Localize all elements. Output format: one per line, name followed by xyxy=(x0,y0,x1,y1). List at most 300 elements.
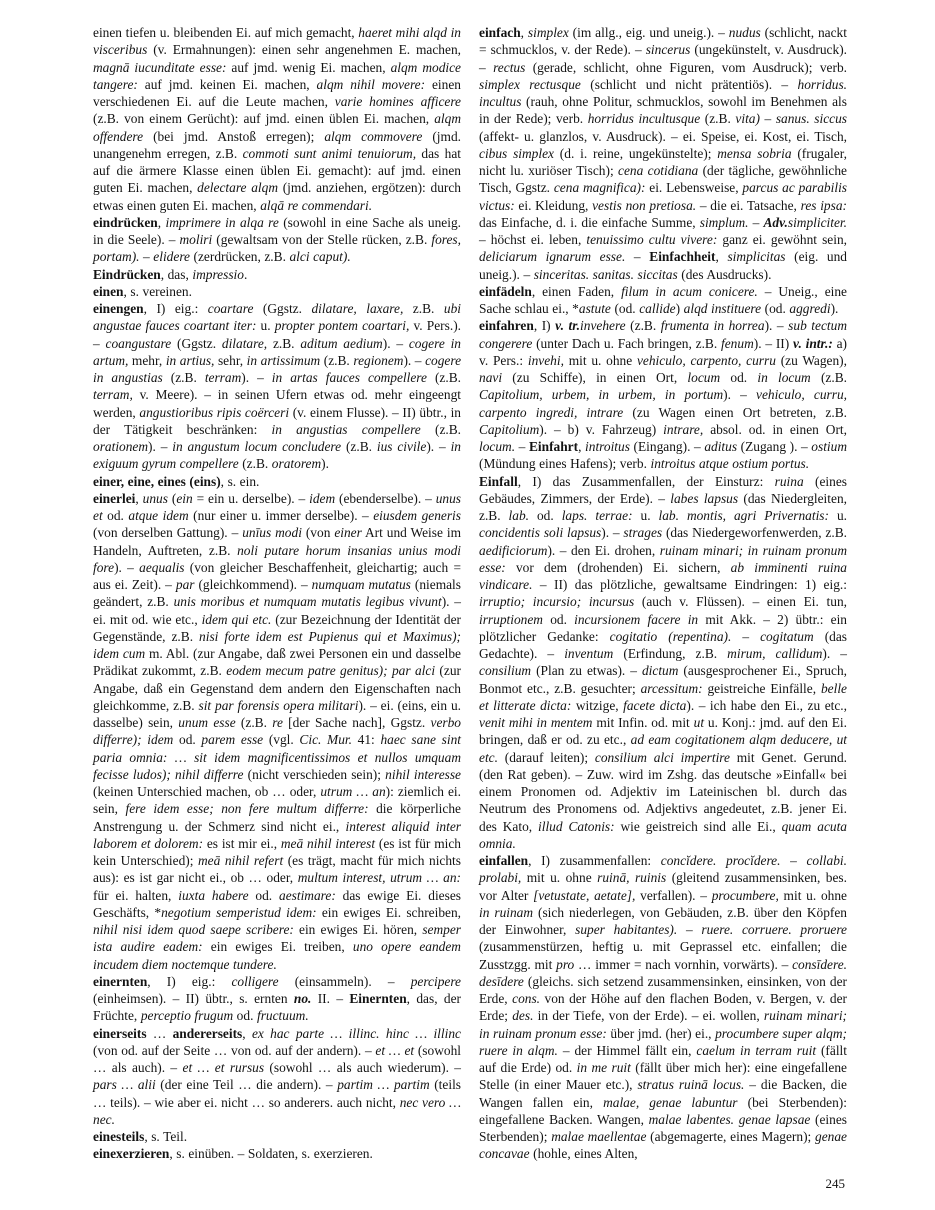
text-run: regionem xyxy=(353,352,404,368)
text-run: – höchst ei. leben, xyxy=(479,232,587,247)
text-run: , das, xyxy=(160,266,193,282)
text-run: – xyxy=(677,922,702,937)
text-run: angustioribus ripis coërceri xyxy=(139,404,290,420)
text-run: vehiculo, carpento, curru xyxy=(636,352,776,368)
text-run: (der tägliche, gewöhnliche Tisch, Ggstz. xyxy=(479,163,847,196)
text-run: (keinen Unterschied machen, ob … oder, xyxy=(93,784,321,799)
text-run: idem xyxy=(309,490,336,506)
text-run: (Zugang ). – xyxy=(737,439,812,454)
text-run: ). – II) xyxy=(753,335,794,351)
text-run: stratus ruinā locus. xyxy=(637,1077,745,1093)
text-run: (Ggstz. xyxy=(253,301,312,316)
text-run: (teils … teils). – wie aber ei. nicht … so anderers. auch nicht, xyxy=(93,1077,461,1110)
text-run: – xyxy=(748,214,764,230)
text-run: frumenta in horrea xyxy=(660,318,765,334)
text-run: re xyxy=(272,715,283,730)
text-run: (zur Bezeichnung der Identität der Gegenstände, z.B. xyxy=(93,611,461,644)
text-run: in locum xyxy=(757,370,811,385)
text-run: illud Catonis: xyxy=(538,818,615,834)
text-run: super habitantes). xyxy=(575,922,678,937)
text-run: (z.B. xyxy=(162,370,205,385)
text-run: od. xyxy=(248,887,279,903)
text-run: sincerus xyxy=(645,42,691,58)
headword: einerlei xyxy=(93,490,136,506)
text-run: locum xyxy=(687,370,721,385)
text-run: filum in acum conicere. xyxy=(621,283,758,299)
text-run: (z.B. xyxy=(426,370,461,385)
text-run: v. Pers.). – xyxy=(93,318,462,351)
text-run: ein xyxy=(176,490,193,506)
text-run: genae concavae xyxy=(479,1129,847,1162)
text-run: (der eine Teil … die andern). – xyxy=(155,1077,338,1093)
text-run: mehr, xyxy=(128,352,166,368)
headword: Einfall xyxy=(479,473,518,489)
text-run: iuxta habere xyxy=(178,887,249,903)
text-run: (z.B. xyxy=(420,421,462,437)
text-run: cogere in artum, xyxy=(93,335,461,368)
text-run: in exiguum gyrum compellere xyxy=(93,439,461,472)
text-run: des. xyxy=(512,1008,534,1024)
text-run: m. Abl. (zur Angabe, daß zwei Personen ein und dasselbe Prädikat zukommt, z.B. xyxy=(93,646,461,679)
text-run: fenum xyxy=(721,335,754,351)
text-run: – II) das plötzliche, gewaltsame Eindringen: 1) eig.: xyxy=(532,577,847,592)
text-run: über jmd. (her) ei., xyxy=(606,1025,716,1041)
text-run: percipere xyxy=(410,973,461,989)
headword: andererseits xyxy=(172,1025,243,1041)
text-run: consilium xyxy=(479,663,532,679)
text-run: , xyxy=(157,214,166,230)
text-run: irruptio; incursio; incursus xyxy=(479,594,635,610)
text-run: meā nihil interest xyxy=(280,835,376,851)
text-run: procumbere, xyxy=(711,887,779,903)
text-run: einer xyxy=(334,525,362,541)
text-run: ). – ich habe den Ei., zu etc., xyxy=(686,697,848,713)
text-run: od. xyxy=(529,508,562,523)
text-run: fere idem esse; non fere multum differre: xyxy=(125,801,369,817)
text-run: facete dicta xyxy=(623,697,687,713)
text-run: ): ziemlich ei. sein, xyxy=(93,784,461,817)
text-run: ab imminenti ruina vindicare. xyxy=(479,559,848,592)
text-run: ). – xyxy=(723,387,756,403)
text-run: mit u. ohne xyxy=(778,887,848,903)
text-run: horridus incultusque xyxy=(587,111,701,127)
text-run: astute xyxy=(578,301,611,316)
text-run: sanus. siccus xyxy=(775,111,847,127)
text-run: caelum in terram ruit xyxy=(696,1042,817,1058)
text-run: ruere. corruere. proruere xyxy=(701,922,847,937)
text-run: (z.B. xyxy=(238,456,272,472)
dictionary-entry xyxy=(93,214,461,266)
text-run: aditum aedium xyxy=(300,335,383,351)
text-run: verbo differre); xyxy=(93,715,461,748)
text-run: ein ewiges Ei. treiben, xyxy=(202,939,353,955)
text-run: oratorem xyxy=(271,456,322,472)
text-run: simplex rectusque xyxy=(479,76,581,92)
text-run: ut xyxy=(693,715,705,730)
text-run: ). – xyxy=(403,352,426,368)
text-run: (des Ausdrucks). xyxy=(677,266,772,282)
text-run: u. xyxy=(632,508,659,523)
text-run: [der Sache nach], Ggstz. xyxy=(282,715,431,730)
text-run: atque idem xyxy=(128,508,189,523)
text-run: cons. xyxy=(512,991,541,1006)
text-run: – der Himmel fällt ein, xyxy=(557,1042,697,1058)
text-run: ). – ei. mit od. wie etc., xyxy=(93,594,461,627)
text-run: – xyxy=(780,853,807,868)
text-run: ei. Kleidung, xyxy=(514,197,593,213)
text-run: eiusdem generis xyxy=(373,508,461,523)
text-run: für ei. halten, xyxy=(93,887,179,903)
text-run: aedificiorum xyxy=(479,542,548,558)
text-run: , das, der Früchte, xyxy=(93,991,461,1024)
text-run: einen verschiedenen Ei. auf die Leute machen, xyxy=(93,76,461,109)
text-run: malae labentes. genae lapsae xyxy=(648,1111,811,1127)
text-run: z.B. xyxy=(267,335,301,351)
text-run: intrare, xyxy=(663,421,704,437)
text-run: simplum. xyxy=(699,214,749,230)
headword: Einfachheit xyxy=(649,249,716,265)
text-run: (nur einer u. immer derselbe). – xyxy=(188,508,374,523)
text-run: (z.B. xyxy=(341,439,377,454)
text-run: das Einfache, d. i. die einfache Summe, xyxy=(479,214,700,230)
text-run: , xyxy=(135,490,143,506)
text-run: Adv. xyxy=(763,214,788,230)
text-run: aditus xyxy=(704,439,738,454)
text-run: cogitatio (repentina). xyxy=(609,628,732,644)
text-run: , I) xyxy=(533,318,556,334)
text-run: nec vero … nec. xyxy=(93,1094,461,1127)
text-run: procumbere super alqm; ruere in alqm. xyxy=(479,1025,847,1058)
text-run: ( xyxy=(167,490,177,506)
text-run: (v. einem Flusse). – II) übtr., in der Tätigkeit beschränken: xyxy=(93,404,461,437)
text-run: parem esse xyxy=(201,732,264,748)
text-run: sinceritas. sanitas. siccitas xyxy=(533,266,678,282)
text-run: die körperliche Anstrengung u. der Schmerz sind nicht ei., xyxy=(93,801,461,834)
text-run: alqm offendere xyxy=(93,111,461,144)
text-run: witzige, xyxy=(571,697,624,713)
text-run: et … et rursus xyxy=(182,1060,265,1075)
text-run: in artius, xyxy=(165,352,215,368)
text-run: par alci xyxy=(391,663,436,679)
text-run: labes lapsus xyxy=(670,490,739,506)
text-run: (von od. auf der Seite … von od. auf der andern). – xyxy=(93,1042,376,1058)
text-run: od. xyxy=(173,732,202,748)
text-run: , I) eig.: xyxy=(147,973,232,989)
text-run: (vgl. xyxy=(263,732,300,748)
text-run: unus xyxy=(142,490,168,506)
text-run: colligere xyxy=(231,973,279,989)
text-run: Capitolium, urbem, in urbem, in portum xyxy=(479,387,724,403)
text-run: idem qui etc. xyxy=(201,611,272,627)
headword: Einfahrt xyxy=(528,439,579,454)
text-run: rectus xyxy=(493,59,526,75)
text-run: vestis non pretiosa. xyxy=(592,197,697,213)
text-run: (unter Dach u. Fach bringen, z.B. xyxy=(532,335,722,351)
text-run: quam acuta omnia. xyxy=(479,818,847,851)
text-run: Capitolium xyxy=(479,421,540,437)
dictionary-entry xyxy=(93,266,461,283)
text-run: u. xyxy=(256,318,275,334)
headword: einfach xyxy=(479,25,521,40)
text-run: fructuum. xyxy=(256,1008,309,1024)
text-run: (einheimsen). – II) übtr., s. ernten xyxy=(93,991,294,1006)
text-run: od. xyxy=(542,611,575,627)
text-run: in ruinam xyxy=(479,904,534,920)
text-run: (z.B. xyxy=(810,370,847,385)
text-run: , I) eig.: xyxy=(143,301,208,316)
text-run: nihil differre xyxy=(175,766,244,782)
headword: Eindrücken xyxy=(93,266,161,282)
text-run: (zu Wagen einen Ort betreten, z.B. xyxy=(623,404,847,420)
text-run: idem xyxy=(147,732,174,748)
text-run: [vetustate, aetate], xyxy=(533,887,636,903)
text-run: (Eingang). – xyxy=(629,439,705,454)
page-number: 245 xyxy=(825,1176,845,1191)
text-run: nihil interesse xyxy=(385,766,462,782)
text-run: dilatare, laxare, xyxy=(311,301,404,316)
text-run: (zur Angabe, daß ein Gegenstand dem andern den Eigenschaften nach gleichkomme, z.B. xyxy=(93,663,461,713)
left-column xyxy=(93,24,461,1163)
text-run: unis moribus et numquam mutatis legibus vivunt xyxy=(173,594,442,610)
dictionary-entry xyxy=(93,1128,461,1145)
dictionary-entry xyxy=(479,852,847,1163)
text-run: (od. xyxy=(761,301,790,316)
headword: einernten xyxy=(93,973,148,989)
text-run: verfallen). – xyxy=(635,887,712,903)
text-run: uno opere eandem incudem diem noctemque tundere. xyxy=(93,939,461,972)
text-run: mit u. ohne xyxy=(563,352,637,368)
text-run: (z.B. xyxy=(320,352,354,368)
text-run: ruinam minari; in ruinam pronum esse: xyxy=(479,1008,847,1041)
text-run: lab. xyxy=(508,508,530,523)
text-run: cena cotidiana xyxy=(618,163,699,178)
text-run: 41: xyxy=(351,732,381,748)
text-run: von der Höhe auf den flachen Boden, v. Bergen, v. der Erde; xyxy=(479,991,847,1024)
text-run: (sowohl … als auch). – xyxy=(93,1042,461,1075)
text-run: negotium semperistud idem: xyxy=(161,904,317,920)
text-run: vehiculo, curru, carpento ingredi, intrare xyxy=(479,387,847,420)
text-run: imprimere in alqa re xyxy=(165,214,279,230)
text-run: (fällt über mich her): eine eingefallene Stelle (in einer Mauer etc.), xyxy=(479,1060,847,1093)
headword: einerseits xyxy=(93,1025,147,1041)
text-run: ein ewiges Ei. schreiben, xyxy=(316,904,462,920)
text-run: aequalis xyxy=(139,559,185,575)
text-run: concidentis soli lapsus xyxy=(479,525,602,541)
text-run: ex hac parte … illinc. hinc … illinc xyxy=(251,1025,461,1041)
text-run: auf jmd. keinen Ei. machen, xyxy=(137,76,317,92)
text-run: (eines Gebäudes, Zimmers, der Erde). – xyxy=(479,473,847,506)
text-run: unīus modi xyxy=(242,525,302,541)
dictionary-entry xyxy=(479,283,847,318)
text-run: mit Infin. od. mit xyxy=(592,715,694,730)
text-run: pro xyxy=(556,956,575,972)
dictionary-entry xyxy=(93,283,461,300)
text-run: a) v. Pers.: xyxy=(479,335,847,368)
text-run: malae maellentae xyxy=(551,1129,647,1144)
text-run: laps. terrae: xyxy=(561,508,633,523)
text-run: alqā re commendari. xyxy=(260,197,373,213)
text-run: Art und Weise im Handeln, Auftreten, z.B. xyxy=(93,525,461,558)
text-run: (einsammeln). – xyxy=(278,973,411,989)
text-run: v. tr. xyxy=(555,318,581,334)
text-run: ruinā, ruinis xyxy=(597,870,667,886)
text-run: Cic. Mur. xyxy=(299,732,352,748)
text-run: in artissimum xyxy=(246,352,321,368)
text-run: in me ruit xyxy=(576,1060,631,1075)
text-run: , s. vereinen. xyxy=(123,283,192,299)
text-run: irruptionem xyxy=(479,611,543,627)
text-run: utrum … an xyxy=(320,784,386,799)
text-run: cena magnifica): xyxy=(553,180,646,196)
text-run: noli putare horum insanias unius modi fore xyxy=(93,542,461,575)
text-run: (das Gedachte). – xyxy=(479,628,848,661)
text-run: (es ist für mich kein Unterschied); xyxy=(93,835,461,868)
text-run: introitus xyxy=(585,439,630,454)
headword: einfädeln xyxy=(479,283,532,299)
text-run: terram, xyxy=(93,387,133,403)
text-run: es ist mir ei., xyxy=(203,835,281,851)
text-run: concĭdere. procĭdere. xyxy=(660,853,781,868)
text-run: haeret mihi alqd in visceribus xyxy=(93,25,461,58)
text-run: (gewaltsam von der Stelle rücken, z.B. xyxy=(212,232,432,247)
text-run: nisi forte idem est Pupienus qui et Maximus); xyxy=(199,628,462,644)
headword: einexerzieren xyxy=(93,1146,170,1162)
text-run: ganz ei. gewöhnt sein, xyxy=(717,232,848,247)
text-run: belle et litterate dicta: xyxy=(479,680,847,713)
text-run: incursionem facere in xyxy=(574,611,699,627)
text-run: = ein u. derselbe). – xyxy=(192,490,310,506)
text-run: orationem xyxy=(93,439,149,454)
text-run: , xyxy=(715,249,728,265)
text-run: (v. Ermahnungen): einen sehr angenehmen E. machen, xyxy=(147,42,461,58)
text-run: (ungekünstelt, v. Ausdruck). – xyxy=(479,42,848,75)
text-run: callide xyxy=(639,301,676,316)
text-run: cibus simplex xyxy=(479,145,554,161)
text-run: alqm nihil movere: xyxy=(316,76,426,92)
text-run: commoti sunt animi tenuiorum, xyxy=(242,145,417,161)
text-run: coangustare xyxy=(105,335,172,351)
text-run: ) xyxy=(675,301,684,316)
text-run: fores, portam). xyxy=(93,232,461,265)
text-run: (eig. und uneig.). – xyxy=(479,249,847,282)
text-run: , xyxy=(242,1025,252,1041)
text-run: , einen Faden, xyxy=(531,283,622,299)
headword: eindrücken xyxy=(93,214,158,230)
text-run: (sowohl … als auch wiederum). – xyxy=(264,1060,461,1075)
text-run: sehr, xyxy=(214,352,247,368)
text-run: ruinam minari; in ruinam pronum esse: xyxy=(479,542,847,575)
text-run: ). – xyxy=(601,525,624,541)
text-run: mit u. ohne xyxy=(521,870,598,886)
text-run: in artas fauces compellere xyxy=(271,370,427,385)
text-run: (gleichs. sich setzend zusammensinken, einsinken, von der Erde, xyxy=(479,973,847,1006)
text-run: simplicitas xyxy=(727,249,786,265)
text-run: partim … partim xyxy=(337,1077,430,1093)
text-run: (niemals geändert, z.B. xyxy=(93,577,461,610)
text-run: unum esse xyxy=(178,715,236,730)
text-run: (gleitend zusammensinken, bes. vor Alter xyxy=(479,870,847,903)
text-run: in angustias compellere xyxy=(271,421,421,437)
text-run: introitus atque ostium portus. xyxy=(650,456,810,472)
text-run: (gerade, schlicht, ohne Figuren, vom Ausdruck); verb. xyxy=(525,59,847,75)
text-run: ubi angustae fauces coartant iter: xyxy=(93,301,461,334)
text-run: locum. xyxy=(479,439,516,454)
text-run: eodem mecum patre genitus); xyxy=(226,663,388,679)
text-run: parcus ac parabilis victus: xyxy=(479,180,847,213)
text-run: (nicht verschieden sein); xyxy=(243,766,386,782)
text-run: elidere xyxy=(153,249,190,265)
text-run: – xyxy=(625,249,650,265)
text-run: … immer = nach vornhin, vorwärts). – xyxy=(574,956,793,972)
text-run: (abgemagerte, eines Magern); xyxy=(646,1129,816,1144)
text-run: consilium alci impertire xyxy=(594,749,730,765)
text-run: (zerdrücken, z.B. xyxy=(189,249,290,265)
text-run: (das Niedergleiten, z.B. xyxy=(479,490,847,523)
text-run: idem cum xyxy=(93,646,146,661)
text-run: (eines Sterbenden); xyxy=(479,1111,848,1144)
text-run: mit Akk. – 2) übtr.: ein plötzlicher Gedanke: xyxy=(479,611,847,644)
text-run: ). – xyxy=(822,646,847,661)
text-run: dictum xyxy=(641,663,679,679)
text-run: impressio xyxy=(192,266,244,282)
text-run: ius civile xyxy=(376,439,427,454)
text-run: einen tiefen u. bleibenden Ei. auf mich gemacht, xyxy=(93,25,359,40)
text-run: in angustum locum concludere xyxy=(172,439,342,454)
text-run: (zusammenstürzen, heftig u. mit Geprassel etc. einfallen; die Zusstzgg. mit xyxy=(479,939,847,972)
text-run: (z.B. xyxy=(700,111,736,127)
text-run: (ausgesprochener Ei., Spruch, Bonmot etc., z.B. gesuchter; xyxy=(479,663,847,696)
text-run: (es trägt, macht für mich nichts aus): es ist gar nicht ei., ob … oder, xyxy=(93,853,461,886)
text-run: (auch v. Flüssen). – einen Ei. tun, xyxy=(634,594,847,610)
text-run: nudus xyxy=(728,25,761,40)
text-run: (bei Sterbenden): eingefallene Backen. Wangen, xyxy=(479,1094,847,1127)
text-run: navi xyxy=(479,370,503,385)
text-run: v. Meere). – in seinen Ufern etwas od. mehr eingeengt werden, xyxy=(93,387,461,420)
text-run: ). – xyxy=(426,439,451,454)
text-run: in der Tiefe, von der Erde). – ei. wollen, xyxy=(533,1008,764,1024)
text-run: cogere in angustias xyxy=(93,352,462,385)
text-run: – xyxy=(515,439,529,454)
text-run: (zu Schiffe), in einen Ort, xyxy=(502,370,688,385)
headword: einer, eine, eines (eins) xyxy=(93,473,221,489)
dictionary-entry xyxy=(93,1145,461,1162)
text-run: od. xyxy=(233,1008,257,1024)
text-run: u. Konj.: jmd. auf den Ei. bringen, daß er od. zu etc., xyxy=(479,715,847,748)
text-run: terram xyxy=(204,370,242,385)
headword: Einernten xyxy=(349,991,407,1006)
text-run: unus et xyxy=(93,490,461,523)
text-run: (schlicht, nackt = schmucklos, v. der Rede). – xyxy=(479,25,847,58)
text-run: dilatare, xyxy=(221,335,268,351)
text-run: (von derselben Gattung). – xyxy=(93,525,243,541)
text-run: (Erfindung, z.B. xyxy=(613,646,728,661)
text-run: coartare xyxy=(207,301,254,316)
text-run: ). – den Ei. drohen, xyxy=(547,542,660,558)
text-run: simpliciter. xyxy=(787,214,847,230)
text-run: z.B. xyxy=(403,301,444,316)
text-run: das hat auf die ärmere Klasse einen üblen Ei. gemacht): auf jmd. einen guten Ei. machen, xyxy=(93,145,461,196)
text-run: malae, genae labuntur xyxy=(603,1094,738,1110)
text-run: aestimare: xyxy=(279,887,336,903)
text-run: sit par forensis opera militari xyxy=(198,697,359,713)
text-run: … xyxy=(146,1025,173,1041)
text-run: inventum xyxy=(564,646,614,661)
right-column xyxy=(479,24,847,1163)
text-run: invehere xyxy=(580,318,626,334)
text-run: (sich niederlegen, von Gebäuden, z.B. über den Köpfen der Einwohner, xyxy=(479,904,847,937)
headword: einen xyxy=(93,283,124,299)
text-run: (jmd. unangenehm erregen, z.B. xyxy=(93,128,461,161)
